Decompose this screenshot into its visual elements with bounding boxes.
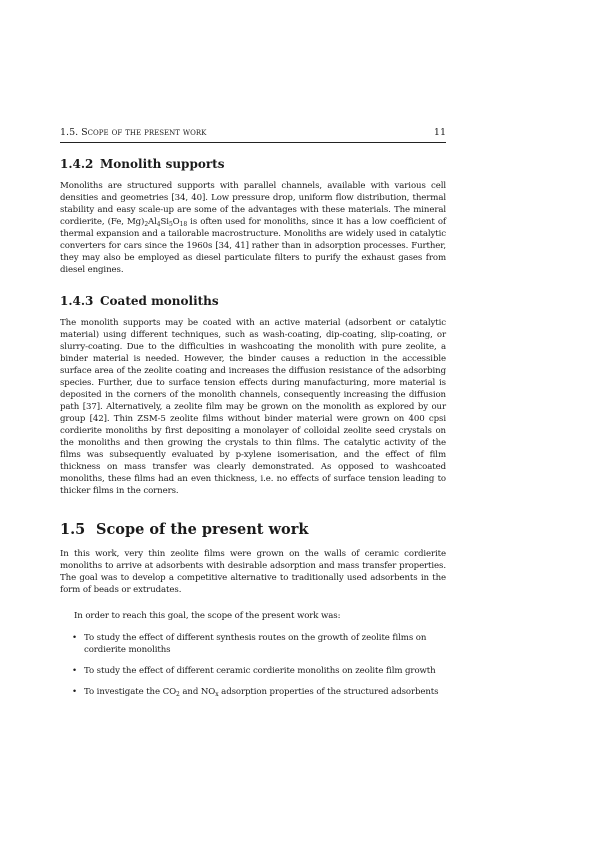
subscript: 5 bbox=[168, 221, 173, 228]
subscript: 18 bbox=[179, 221, 188, 228]
list-item bbox=[60, 632, 446, 656]
bullet-icon: • bbox=[72, 633, 77, 643]
section-number: 1.4.3 bbox=[60, 294, 94, 308]
scope-bullet-list bbox=[60, 632, 446, 707]
section-title: Coated monoliths bbox=[100, 294, 219, 308]
paragraph-scope-goal: In order to reach this goal, the scope of the present work was: bbox=[74, 611, 341, 621]
section-heading-1-4-3 bbox=[60, 294, 219, 308]
bullet-icon: • bbox=[72, 687, 77, 697]
text-run: To investigate the CO bbox=[84, 687, 177, 697]
text-run: Monoliths are structured supports with parallel channels, available with various cell densities and geometries [34, 40]. Low pressure drop, uniform flow distribution, thermal stability and easy scale-up are some of the advantages with these materials. The mineral cordierite, (Fe, Mg) bbox=[60, 181, 446, 227]
paragraph-scope-intro: In this work, very thin zeolite films were grown on the walls of ceramic cordierite monoliths to arrive at adsorbents with desirable adsorption and mass transfer properties. The goal was to develop a competitive alternative to traditionally used adsorbents in the form of beads or extrudates. bbox=[60, 549, 446, 595]
subscript: 2 bbox=[176, 691, 180, 698]
section-heading-1-5 bbox=[60, 521, 308, 538]
text-run: Si bbox=[160, 217, 169, 227]
list-item-text: To study the effect of different synthesis routes on the growth of zeolite films on cordierite monoliths bbox=[84, 633, 427, 655]
text-run: O bbox=[172, 217, 180, 227]
bullet-icon: • bbox=[72, 666, 77, 676]
text-run: Al bbox=[148, 217, 157, 227]
section-title: Scope of the present work bbox=[96, 521, 309, 538]
text-run: is often used for monoliths, since it has a low coefficient of thermal expansion and a tailorable macrostructure. Monoliths are widely used in catalytic converters for cars since the 1960s [34, 41] rather than in adsorption processes. Further, they may also be employed as diesel particulate filters to purify the exhaust gases from diesel engines. bbox=[60, 217, 446, 275]
subscript: 4 bbox=[156, 221, 161, 228]
running-head bbox=[60, 127, 446, 143]
section-number: 1.4.2 bbox=[60, 157, 94, 171]
section-heading-1-4-2 bbox=[60, 157, 224, 171]
section-title: Monolith supports bbox=[100, 157, 225, 171]
text-run: and NO bbox=[179, 687, 216, 697]
list-item bbox=[60, 686, 446, 698]
page-number: 11 bbox=[433, 127, 446, 138]
list-item-text: To study the effect of different ceramic cordierite monoliths on zeolite film growth bbox=[84, 666, 436, 676]
paragraph-coated-monoliths: The monolith supports may be coated with an active material (adsorbent or catalytic material) using different techniques, such as wash-coating, dip-coating, slip-coating, or slurry-coating. Due to the difficulties in washcoating the monolith with pure zeolite, a binder material is needed. However, the binder causes a reduction in the accessible surface area of the zeolite coating and increases the diffusion resistance of the adsorbing species. Further, due to surface tension effects during manufacturing, more material is deposited in the corners of the monolith channels, consequently increasing the diffusion path [37]. Alternatively, a zeolite film may be grown on the monolith as explored by our group [42]. Thin ZSM-5 zeolite films without binder material were grown on 400 cpsi cordierite monoliths by first depositing a monolayer of colloidal zeolite seed crystals on the monoliths and then growing the crystals to thin films. The catalytic activity of the films was subsequently evaluated by p-xylene isomerisation, and the effect of film thickness on mass transfer was clearly demonstrated. As opposed to washcoated monoliths, these films had an even thickness, i.e. no effects of surface tension leading to thicker films in the corners. bbox=[60, 318, 446, 496]
section-number: 1.5 bbox=[60, 521, 86, 538]
list-item bbox=[60, 665, 446, 677]
paragraph-monolith-supports bbox=[60, 180, 446, 276]
running-head-section: 1.5. Scope of the present work bbox=[60, 127, 207, 138]
text-run: adsorption properties of the structured adsorbents bbox=[218, 687, 439, 697]
subscript: x bbox=[215, 691, 219, 698]
subscript: 2 bbox=[144, 221, 149, 228]
